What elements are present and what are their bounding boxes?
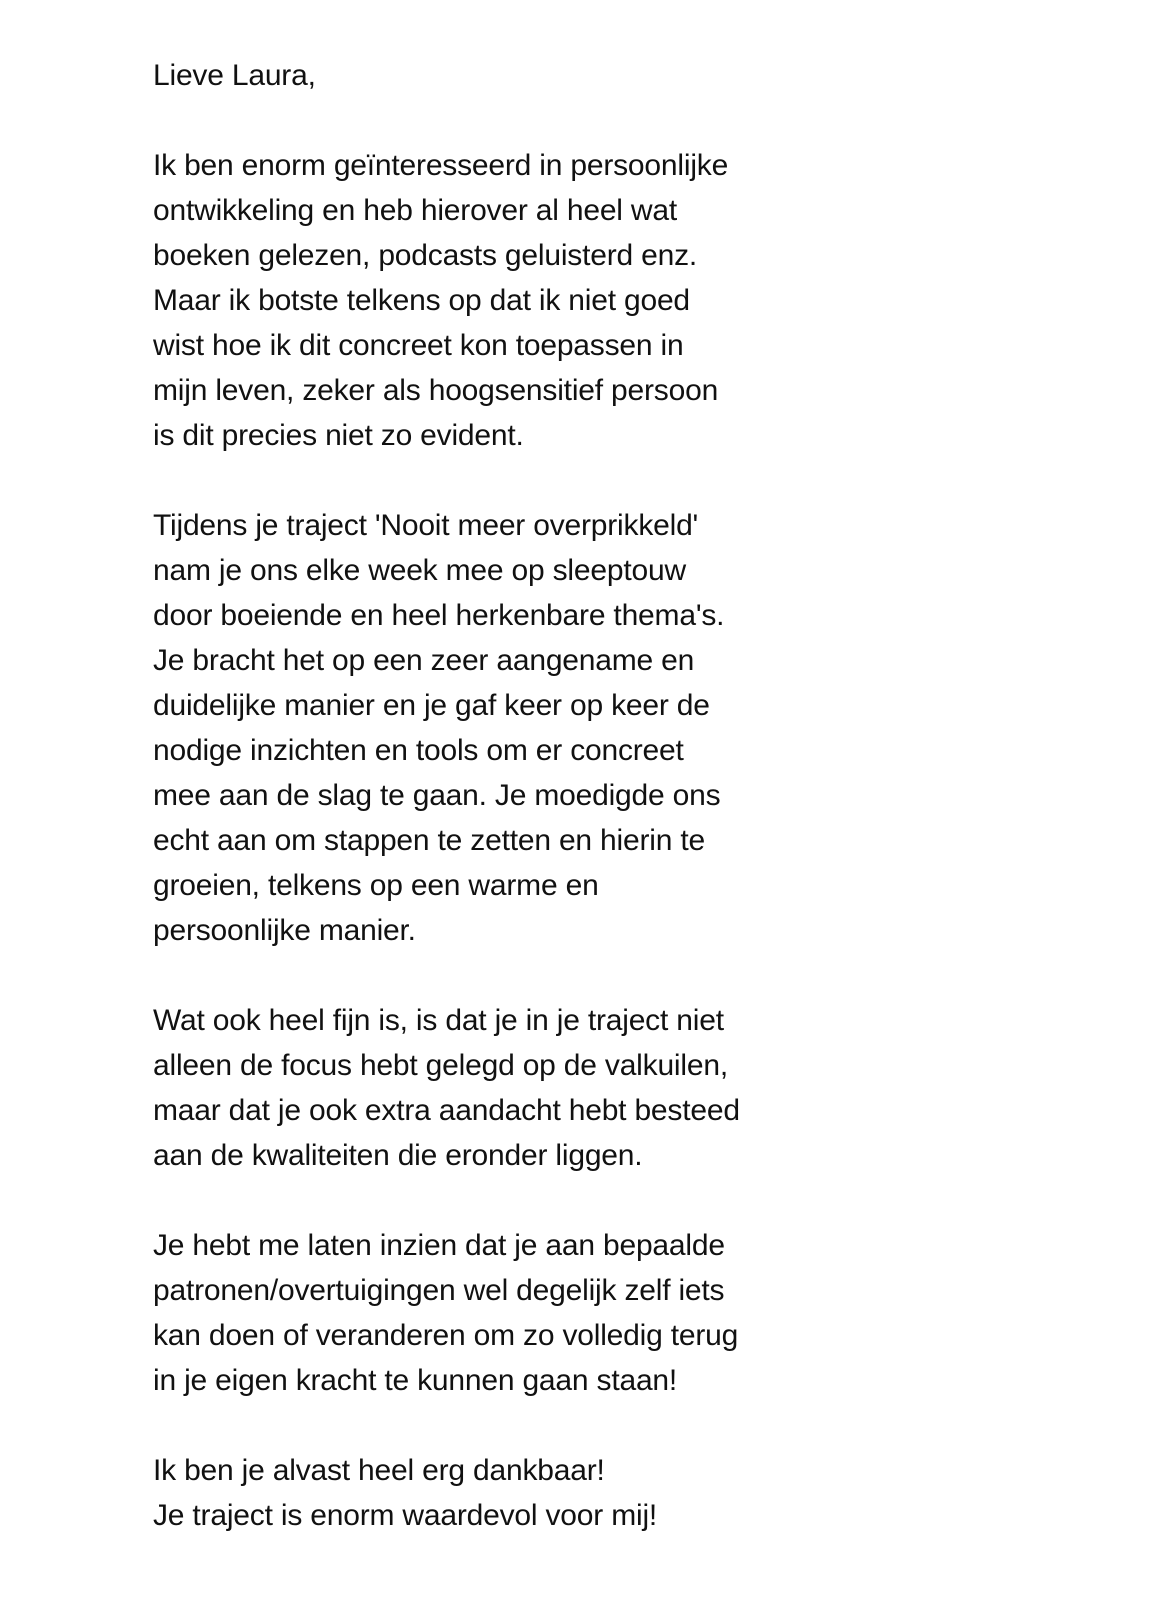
paragraph-1 <box>153 143 853 458</box>
text-line: boeken gelezen, podcasts geluisterd enz. <box>153 239 698 272</box>
text-line: ontwikkeling en heb hierover al heel wat <box>153 194 677 227</box>
text-line: Wat ook heel fijn is, is dat je in je traject niet <box>153 1004 724 1037</box>
text-line: Ik ben je alvast heel erg dankbaar! <box>153 1454 605 1487</box>
text-line: mijn leven, zeker als hoogsensitief persoon <box>153 374 719 407</box>
text-line: nodige inzichten en tools om er concreet <box>153 734 684 767</box>
greeting: Lieve Laura, <box>153 59 316 92</box>
text-line: nam je ons elke week mee op sleeptouw <box>153 554 686 587</box>
text-line: Tijdens je traject 'Nooit meer overprikkeld' <box>153 509 699 542</box>
text-line: door boeiende en heel herkenbare thema's. <box>153 599 725 632</box>
text-line: alleen de focus hebt gelegd op de valkuilen, <box>153 1049 728 1082</box>
text-line: duidelijke manier en je gaf keer op keer de <box>153 689 710 722</box>
text-line: persoonlijke manier. <box>153 914 416 947</box>
text-line: Maar ik botste telkens op dat ik niet goed <box>153 284 690 317</box>
text-line: wist hoe ik dit concreet kon toepassen in <box>153 329 684 362</box>
text-line: aan de kwaliteiten die eronder liggen. <box>153 1139 643 1172</box>
text-line: kan doen of veranderen om zo volledig terug <box>153 1319 739 1352</box>
text-line: Je hebt me laten inzien dat je aan bepaalde <box>153 1229 725 1262</box>
text-line: Je bracht het op een zeer aangename en <box>153 644 695 677</box>
text-line: echt aan om stappen te zetten en hierin te <box>153 824 705 857</box>
letter-body <box>153 53 853 1538</box>
text-line: groeien, telkens op een warme en <box>153 869 599 902</box>
text-line: patronen/overtuigingen wel degelijk zelf iets <box>153 1274 725 1307</box>
paragraph-3 <box>153 998 853 1178</box>
text-line: in je eigen kracht te kunnen gaan staan! <box>153 1364 678 1397</box>
text-line: mee aan de slag te gaan. Je moedigde ons <box>153 779 721 812</box>
text-line: is dit precies niet zo evident. <box>153 419 524 452</box>
paragraph-2 <box>153 503 853 953</box>
closing-paragraph <box>153 1448 853 1538</box>
paragraph-4 <box>153 1223 853 1403</box>
text-line: Ik ben enorm geïnteresseerd in persoonlijke <box>153 149 729 182</box>
text-line: Je traject is enorm waardevol voor mij! <box>153 1499 658 1532</box>
text-line: maar dat je ook extra aandacht hebt besteed <box>153 1094 740 1127</box>
greeting-paragraph <box>153 53 853 98</box>
